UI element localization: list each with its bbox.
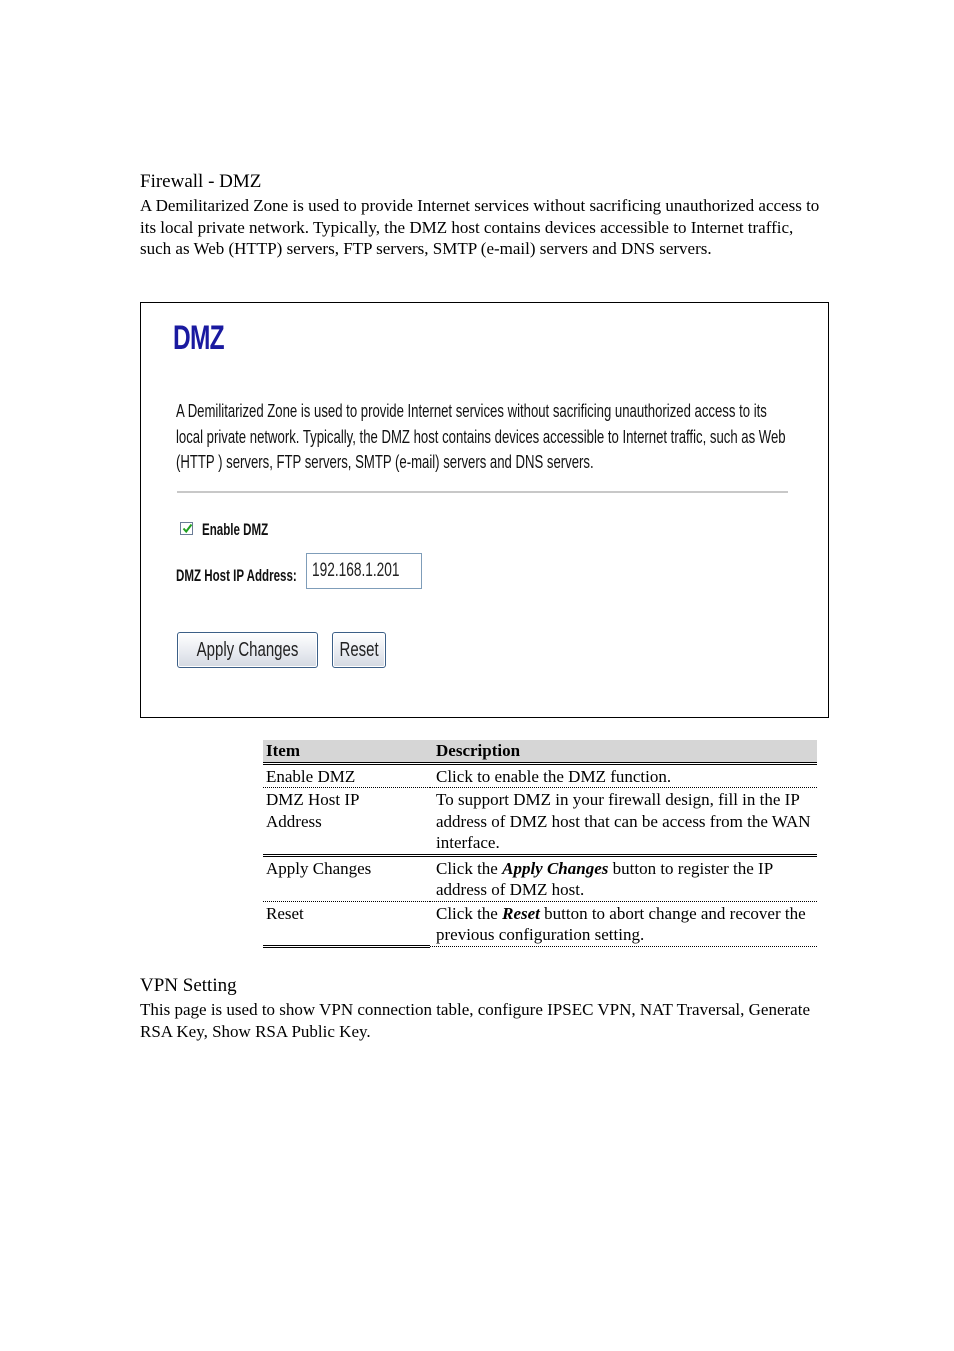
table-cell-description: Click to enable the DMZ function. [430,763,817,788]
table-cell-description: To support DMZ in your firewall design, fill in the IP address of DMZ host that can be access from the WAN interface. [430,788,817,856]
checkmark-icon [182,523,193,534]
table-cell-item [263,788,430,856]
enable-dmz-label: Enable DMZ [202,520,269,539]
table-cell-item-text: DMZ Host IP Address [266,790,359,831]
table-row [263,855,817,901]
table-header-description: Description [430,740,817,763]
table-cell-item: Reset [263,901,430,946]
description-text: button to abort change and recover the previous configuration setting. [436,903,806,944]
apply-changes-button[interactable] [177,632,318,668]
dmz-panel-heading: DMZ [173,319,224,357]
table-cell-item: Apply Changes [263,855,430,901]
table-cell-item: Enable DMZ [263,763,430,788]
vpn-setting-intro: This page is used to show VPN connection table, configure IPSEC VPN, NAT Traversal, Generate RSA Key, Show RSA Public Key. [140,1000,810,1041]
firewall-dmz-intro: A Demilitarized Zone is used to provide Internet services without sacrificing unauthorized access to its local private network. Typically, the DMZ host contains devices accessible to Internet traffic, such as Web (HTTP) servers, FTP servers, SMTP (e-mail) servers and DNS servers. [140,196,820,258]
table-row [263,763,817,788]
table-header-item: Item [263,740,430,763]
dmz-panel-description: A Demilitarized Zone is used to provide Internet services without sacrificing unauthorized access to its local private network. Typically, the DMZ host contains devices accessible to Internet traffic, such as Web (HTTP ) servers, FTP servers, SMTP (e-mail) servers and DNS servers. [176,401,786,472]
description-emphasis: Apply Changes [502,858,609,878]
dmz-description-table [263,740,817,948]
description-text: Click the [436,858,503,878]
table-cell-description [430,901,817,946]
description-text: button to register the IP address of DMZ host. [436,858,773,899]
description-text: Click the [436,903,503,923]
reset-label: Reset [339,639,379,661]
description-emphasis: Reset [502,903,540,923]
firewall-dmz-title: Firewall - DMZ [140,171,262,192]
table-header-row [263,740,817,763]
reset-button[interactable] [332,632,386,668]
dmz-host-ip-input[interactable] [306,553,422,589]
vpn-setting-title: VPN Setting [140,975,237,996]
dmz-host-ip-label: DMZ Host IP Address: [176,566,297,585]
dmz-panel-divider [177,491,788,493]
enable-dmz-checkbox[interactable] [180,522,193,535]
dmz-screenshot-panel [140,302,829,718]
table-cell-description [430,855,817,901]
dmz-host-ip-value: 192.168.1.201 [312,560,400,581]
apply-changes-label: Apply Changes [196,639,299,661]
table-row [263,901,817,946]
table-row [263,788,817,856]
